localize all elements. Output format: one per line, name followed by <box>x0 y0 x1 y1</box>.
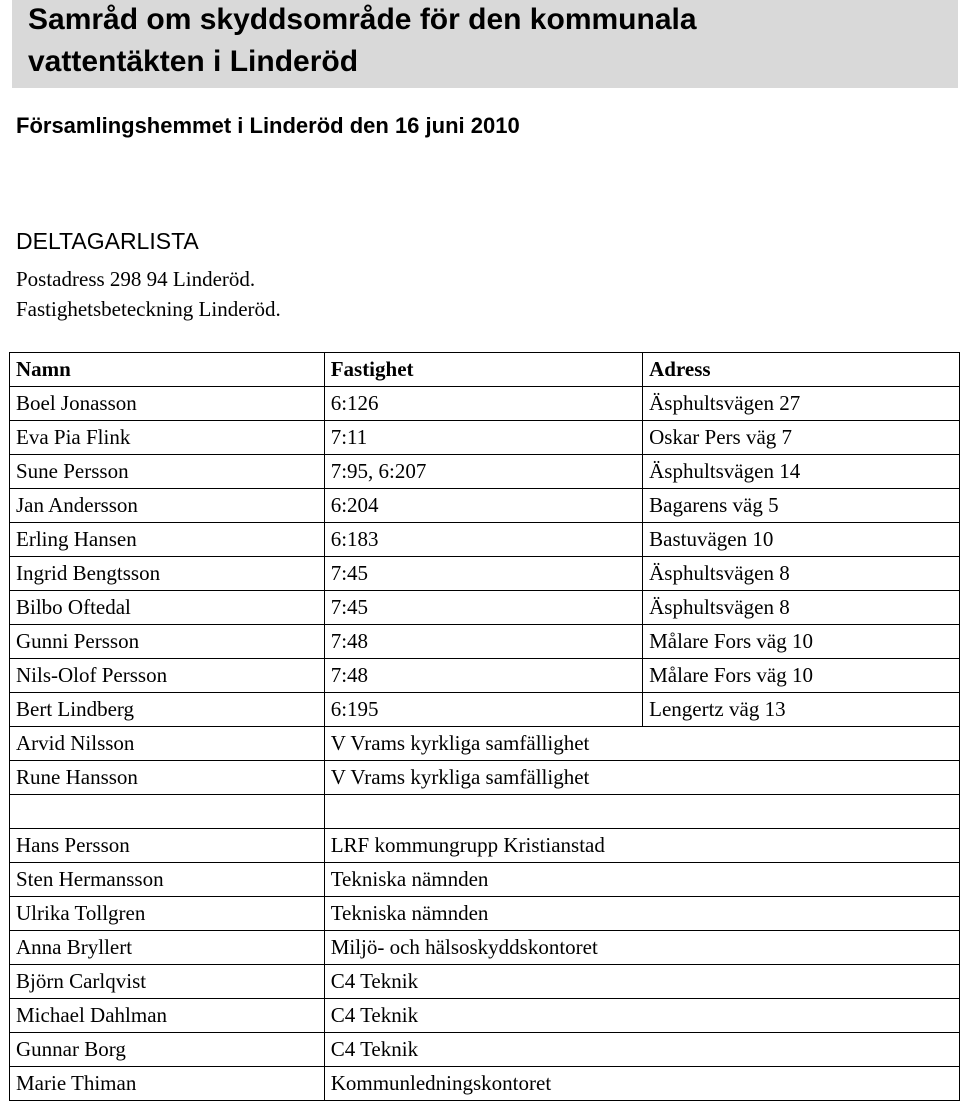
cell-adress: Äsphultsvägen 8 <box>643 591 960 625</box>
cell-adress <box>643 1067 960 1101</box>
cell-namn: Jan Andersson <box>10 489 325 523</box>
table-row <box>10 1033 960 1067</box>
cell-adress <box>643 829 960 863</box>
cell-adress: Äsphultsvägen 14 <box>643 455 960 489</box>
cell-adress <box>643 863 960 897</box>
cell-adress: Äsphultsvägen 27 <box>643 387 960 421</box>
cell-fastighet: 7:48 <box>324 625 642 659</box>
section-heading: DELTAGARLISTA <box>16 228 199 254</box>
cell-fastighet: V Vrams kyrkliga samfällighet <box>324 761 642 795</box>
cell-adress <box>643 795 960 829</box>
table-row <box>10 727 960 761</box>
title-band <box>12 0 958 88</box>
cell-namn: Björn Carlqvist <box>10 965 325 999</box>
cell-namn: Bert Lindberg <box>10 693 325 727</box>
table-row <box>10 659 960 693</box>
cell-adress: Äsphultsvägen 8 <box>643 557 960 591</box>
cell-namn: Bilbo Oftedal <box>10 591 325 625</box>
table-row <box>10 523 960 557</box>
table-row <box>10 455 960 489</box>
cell-namn: Hans Persson <box>10 829 325 863</box>
cell-fastighet: C4 Teknik <box>324 999 642 1033</box>
cell-namn: Eva Pia Flink <box>10 421 325 455</box>
cell-adress <box>643 931 960 965</box>
cell-namn: Boel Jonasson <box>10 387 325 421</box>
cell-adress: Bagarens väg 5 <box>643 489 960 523</box>
table-row <box>10 1067 960 1101</box>
cell-adress <box>643 761 960 795</box>
table-row <box>10 897 960 931</box>
cell-namn: Sten Hermansson <box>10 863 325 897</box>
column-header-adress: Adress <box>643 353 960 387</box>
table-row <box>10 931 960 965</box>
table-row <box>10 829 960 863</box>
cell-namn: Nils-Olof Persson <box>10 659 325 693</box>
cell-fastighet: 7:45 <box>324 557 642 591</box>
cell-adress <box>643 999 960 1033</box>
cell-fastighet: 6:195 <box>324 693 642 727</box>
cell-adress <box>643 727 960 761</box>
cell-fastighet: Miljö- och hälsoskyddskontoret <box>324 931 642 965</box>
cell-adress: Oskar Pers väg 7 <box>643 421 960 455</box>
cell-fastighet: 6:126 <box>324 387 642 421</box>
document-title-line-2: vattentäkten i Linderöd <box>28 45 359 78</box>
cell-fastighet: Tekniska nämnden <box>324 863 642 897</box>
cell-fastighet <box>324 795 642 829</box>
cell-namn: Gunni Persson <box>10 625 325 659</box>
postadress-text: Postadress 298 94 Linderöd. <box>16 267 256 291</box>
table-row <box>10 625 960 659</box>
participant-table <box>9 352 960 1101</box>
cell-fastighet: Tekniska nämnden <box>324 897 642 931</box>
cell-adress <box>643 1033 960 1067</box>
column-header-namn: Namn <box>10 353 325 387</box>
cell-fastighet: 7:45 <box>324 591 642 625</box>
cell-adress: Målare Fors väg 10 <box>643 625 960 659</box>
table-header-row <box>10 353 960 387</box>
table-row <box>10 965 960 999</box>
table-row <box>10 863 960 897</box>
table-row <box>10 387 960 421</box>
cell-namn: Gunnar Borg <box>10 1033 325 1067</box>
cell-fastighet: 6:183 <box>324 523 642 557</box>
cell-adress: Målare Fors väg 10 <box>643 659 960 693</box>
cell-fastighet: V Vrams kyrkliga samfällighet <box>324 727 642 761</box>
document-title-line-1: Samråd om skyddsområde för den kommunala <box>28 3 697 36</box>
cell-adress: Bastuvägen 10 <box>643 523 960 557</box>
table-row <box>10 489 960 523</box>
cell-namn: Michael Dahlman <box>10 999 325 1033</box>
cell-namn: Erling Hansen <box>10 523 325 557</box>
cell-fastighet: 7:48 <box>324 659 642 693</box>
cell-adress <box>643 965 960 999</box>
cell-adress: Lengertz väg 13 <box>643 693 960 727</box>
table-row <box>10 557 960 591</box>
cell-fastighet: Kommunledningskontoret <box>324 1067 642 1101</box>
cell-fastighet: 7:95, 6:207 <box>324 455 642 489</box>
cell-namn: Rune Hansson <box>10 761 325 795</box>
cell-fastighet: 6:204 <box>324 489 642 523</box>
cell-fastighet: LRF kommungrupp Kristianstad <box>324 829 642 863</box>
cell-namn: Ulrika Tollgren <box>10 897 325 931</box>
cell-fastighet: 7:11 <box>324 421 642 455</box>
cell-namn: Arvid Nilsson <box>10 727 325 761</box>
column-header-fastighet: Fastighet <box>324 353 642 387</box>
table-row-empty <box>10 795 960 829</box>
cell-namn <box>10 795 325 829</box>
table-row <box>10 761 960 795</box>
table-row <box>10 693 960 727</box>
cell-adress <box>643 897 960 931</box>
table-row <box>10 421 960 455</box>
meeting-subtitle: Församlingshemmet i Linderöd den 16 juni 2010 <box>16 113 520 138</box>
cell-namn: Ingrid Bengtsson <box>10 557 325 591</box>
table-row <box>10 999 960 1033</box>
cell-namn: Sune Persson <box>10 455 325 489</box>
fastighetsbeteckning-text: Fastighetsbeteckning Linderöd. <box>16 297 281 321</box>
cell-namn: Marie Thiman <box>10 1067 325 1101</box>
cell-fastighet: C4 Teknik <box>324 1033 642 1067</box>
cell-namn: Anna Bryllert <box>10 931 325 965</box>
table-row <box>10 591 960 625</box>
cell-fastighet: C4 Teknik <box>324 965 642 999</box>
